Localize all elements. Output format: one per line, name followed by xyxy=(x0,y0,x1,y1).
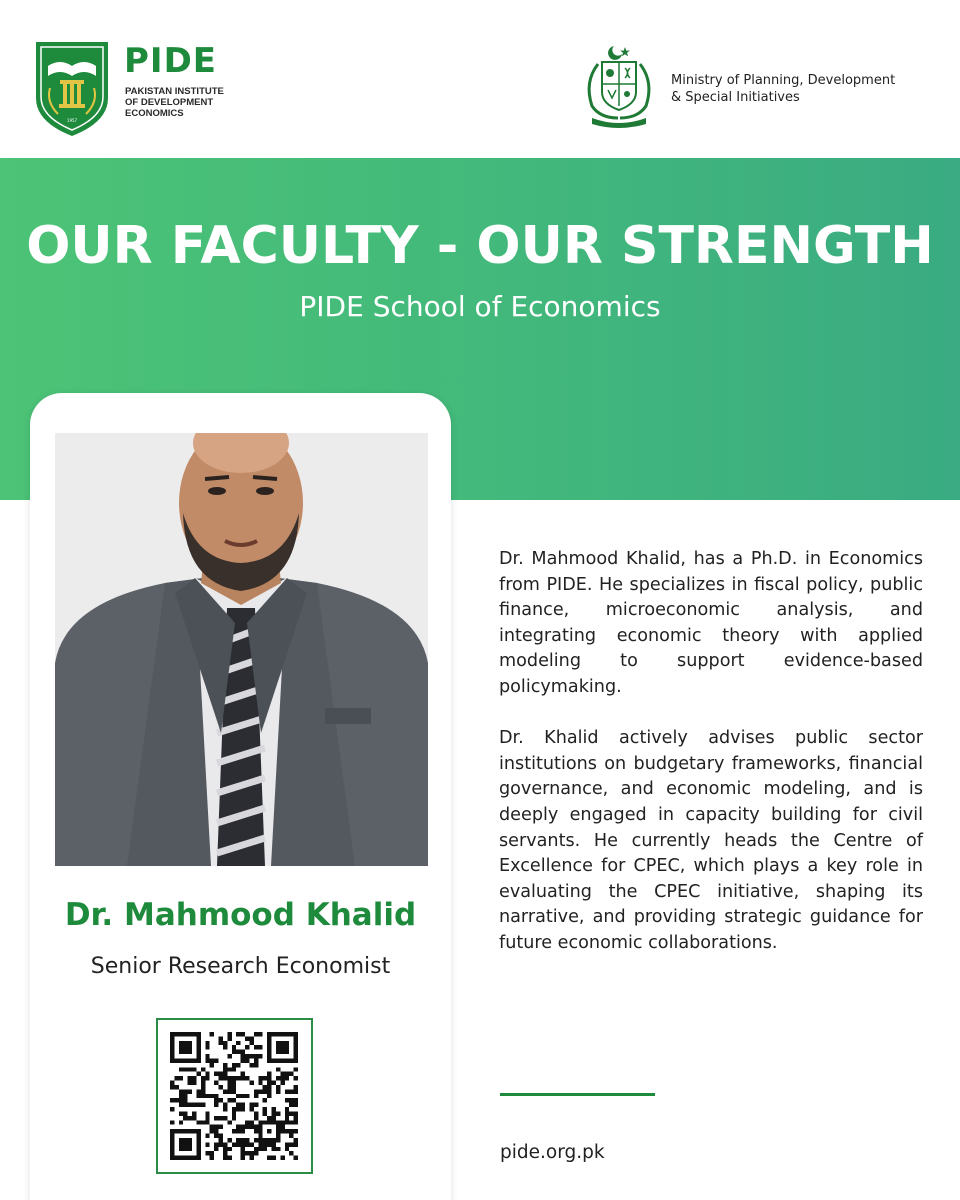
portrait-photo-icon xyxy=(55,433,428,866)
svg-text:1957: 1957 xyxy=(66,118,78,123)
pide-wordmark: PIDE xyxy=(124,41,218,81)
pide-full-name-line: ECONOMICS xyxy=(125,108,184,119)
portrait-photo xyxy=(55,433,428,866)
ministry-name-line: & Special Initiatives xyxy=(671,90,800,105)
header xyxy=(0,0,960,158)
pide-full-name-line: PAKISTAN INSTITUTE xyxy=(125,86,224,97)
pakistan-state-emblem-icon xyxy=(578,42,660,128)
ministry-name-line: Ministry of Planning, Development xyxy=(671,73,896,88)
bio-paragraph: Dr. Khalid actively advises public sector institutions on budgetary frameworks, financial governance, and economic modeling, and is deeply engaged in capacity building for civil servants. He currently heads the Centre of Excellence for CPEC, which plays a key role in evaluating the CPEC initiative, shaping its narrative, and providing strategic guidance for future economic collaborations. xyxy=(499,728,923,953)
page-subtitle: PIDE School of Economics xyxy=(299,290,661,323)
pide-full-name xyxy=(125,86,245,119)
faculty-role: Senior Research Economist xyxy=(90,954,391,979)
page-title: OUR FACULTY - OUR STRENGTH xyxy=(26,216,934,276)
qr-code-icon[interactable] xyxy=(170,1032,298,1160)
pide-shield-logo xyxy=(32,36,112,138)
website-link[interactable]: pide.org.pk xyxy=(500,1142,605,1163)
faculty-bio xyxy=(499,547,923,982)
footer-divider xyxy=(500,1093,655,1096)
faculty-name: Dr. Mahmood Khalid xyxy=(64,897,417,933)
pide-full-name-line: OF DEVELOPMENT xyxy=(125,97,214,108)
bio-paragraph: Dr. Mahmood Khalid, has a Ph.D. in Economics from PIDE. He specializes in fiscal policy, public finance, microeconomic analysis, and integrating economic theory with applied modeling to support evidence-based policymaking. xyxy=(499,549,923,697)
ministry-name xyxy=(671,72,895,106)
